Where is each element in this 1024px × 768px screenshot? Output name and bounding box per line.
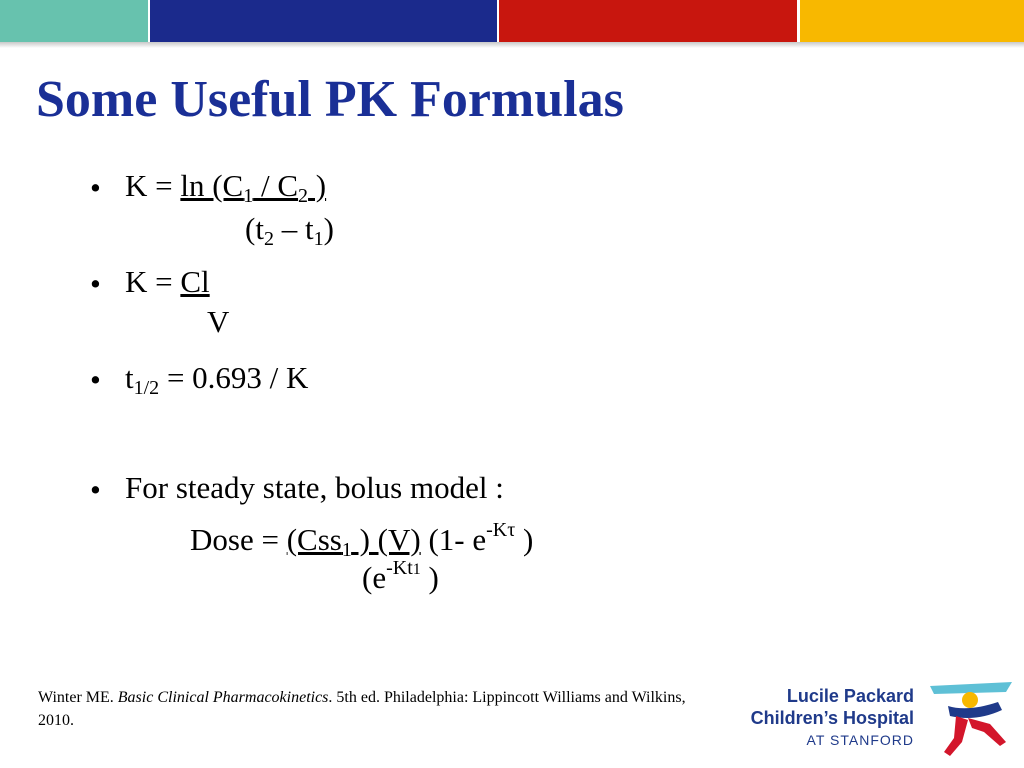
bullet-dot: • (90, 266, 101, 301)
formula-k-cl (125, 266, 210, 297)
bar-segment-teal (0, 0, 148, 42)
formula-numerator: Cl (180, 264, 210, 299)
formula-numerator: (Css$_1$ ) (V) (286, 522, 421, 561)
formula-half-life: $t_{1/2} = 0.693 / K$ (125, 360, 309, 399)
formula-k-cl-denominator: V (207, 304, 230, 339)
formula-k-ln-denominator: $(t_2 - t_1)$ (245, 211, 334, 250)
bar-segment-red (499, 0, 797, 42)
bar-segment-blue (150, 0, 497, 42)
formula-lhs: K = (125, 168, 181, 203)
steady-state-label: For steady state, bolus model : (125, 470, 504, 505)
logo-line-3: AT STANFORD (806, 732, 914, 748)
logo-line-1: Lucile Packard (786, 686, 914, 706)
bullet-dot: • (90, 472, 101, 507)
formula-dose: Dose = (Css$_1$ ) (V) (1- $e^{-K\tau}$ ) (190, 519, 534, 561)
logo-line-2: Children’s Hospital (750, 708, 914, 728)
bullet-dot: • (90, 170, 101, 205)
bar-segment-yellow (800, 0, 1024, 42)
top-color-bar (0, 0, 1024, 48)
bar-shadow (0, 42, 1024, 48)
citation: Winter ME. Basic Clinical Pharmacokinetics. 5th ed. Philadelphia: Lippincott Williams and Wilkins, 2010. (38, 689, 686, 729)
formula-lhs: K = (125, 264, 181, 299)
citation-book-title: Basic Clinical Pharmacokinetics (117, 689, 329, 706)
formula-k-ln (125, 168, 327, 207)
formula-dose-denominator: ($e^{-Kt1}$ ) (362, 557, 439, 595)
slide-title: Some Useful PK Formulas (36, 71, 624, 128)
bullet-dot: • (90, 362, 101, 397)
child-figure-logo-icon (928, 682, 1018, 763)
hospital-logo-text (751, 685, 914, 751)
formula-numerator: $\ln (C_1 / C_2$ ) (180, 168, 327, 207)
